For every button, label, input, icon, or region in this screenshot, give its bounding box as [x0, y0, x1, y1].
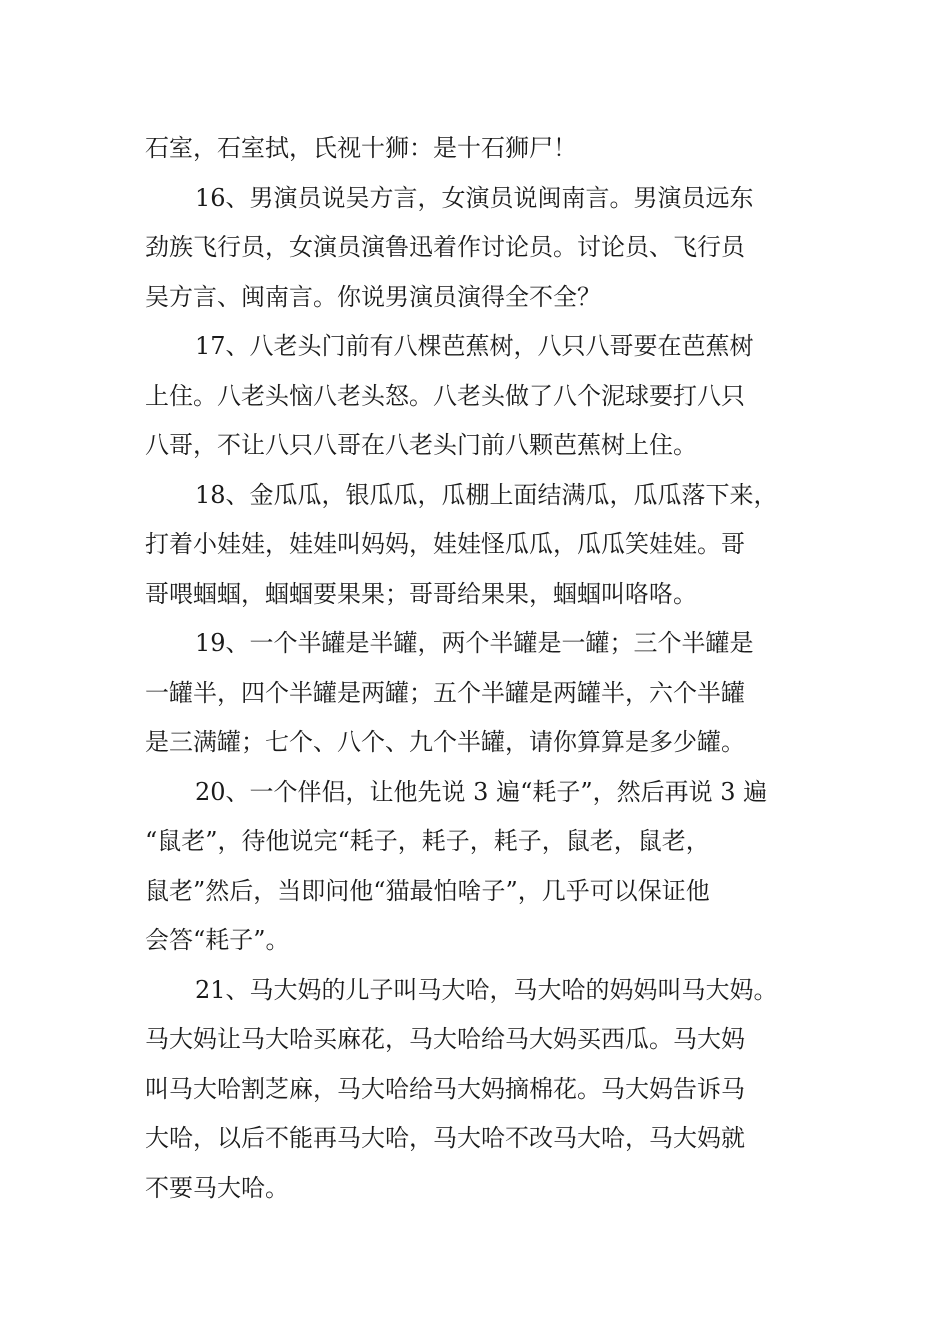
text-line: 会答“耗子”。 — [145, 926, 290, 954]
text-line: 17、八老头门前有八棵芭蕉树，八只八哥要在芭蕉树 — [195, 332, 754, 360]
text-line: 一罐半，四个半罐是两罐；五个半罐是两罐半，六个半罐 — [145, 678, 745, 707]
document-body — [145, 124, 815, 1213]
text-line: 16、男演员说吴方言，女演员说闽南言。男演员远东 — [195, 183, 754, 212]
text-line: 20、一个伴侣，让他先说 3 遍“耗子”，然后再说 3 遍 — [195, 777, 768, 806]
text-line: 是三满罐；七个、八个、九个半罐，请你算算是多少罐。 — [145, 728, 745, 756]
text-line: 劲族飞行员，女演员演鲁迅着作讨论员。讨论员、飞行员 — [145, 233, 745, 261]
text-line: 打着小娃娃，娃娃叫妈妈，娃娃怪瓜瓜，瓜瓜笑娃娃。哥 — [145, 530, 745, 558]
text-line: 鼠老”然后，当即问他“猫最怕啥子”，几乎可以保证他 — [145, 876, 710, 905]
text-line: “鼠老”，待他说完“耗子，耗子，耗子，鼠老，鼠老， — [145, 827, 710, 855]
text-line: 18、金瓜瓜，银瓜瓜，瓜棚上面结满瓜，瓜瓜落下来， — [195, 480, 778, 509]
text-line: 石室，石室拭，氏视十狮：是十石狮尸！ — [145, 134, 577, 162]
text-line: 八哥，不让八只八哥在八老头门前八颗芭蕉树上住。 — [145, 431, 697, 459]
text-line: 吴方言、闽南言。你说男演员演得全不全？ — [145, 282, 601, 311]
text-line: 哥喂蝈蝈，蝈蝈要果果；哥哥给果果，蝈蝈叫咯咯。 — [145, 579, 697, 608]
text-line: 上住。八老头恼八老头怒。八老头做了八个泥球要打八只 — [145, 381, 745, 410]
text-line: 19、一个半罐是半罐，两个半罐是一罐；三个半罐是 — [195, 629, 754, 657]
text-line: 马大妈让马大哈买麻花，马大哈给马大妈买西瓜。马大妈 — [145, 1025, 745, 1053]
text-line: 大哈，以后不能再马大哈，马大哈不改马大哈，马大妈就 — [145, 1124, 745, 1152]
text-line: 不要马大哈。 — [145, 1173, 289, 1202]
text-line: 叫马大哈割芝麻，马大哈给马大妈摘棉花。马大妈告诉马 — [145, 1074, 745, 1103]
text-line: 21、马大妈的儿子叫马大哈，马大哈的妈妈叫马大妈。 — [195, 975, 778, 1004]
